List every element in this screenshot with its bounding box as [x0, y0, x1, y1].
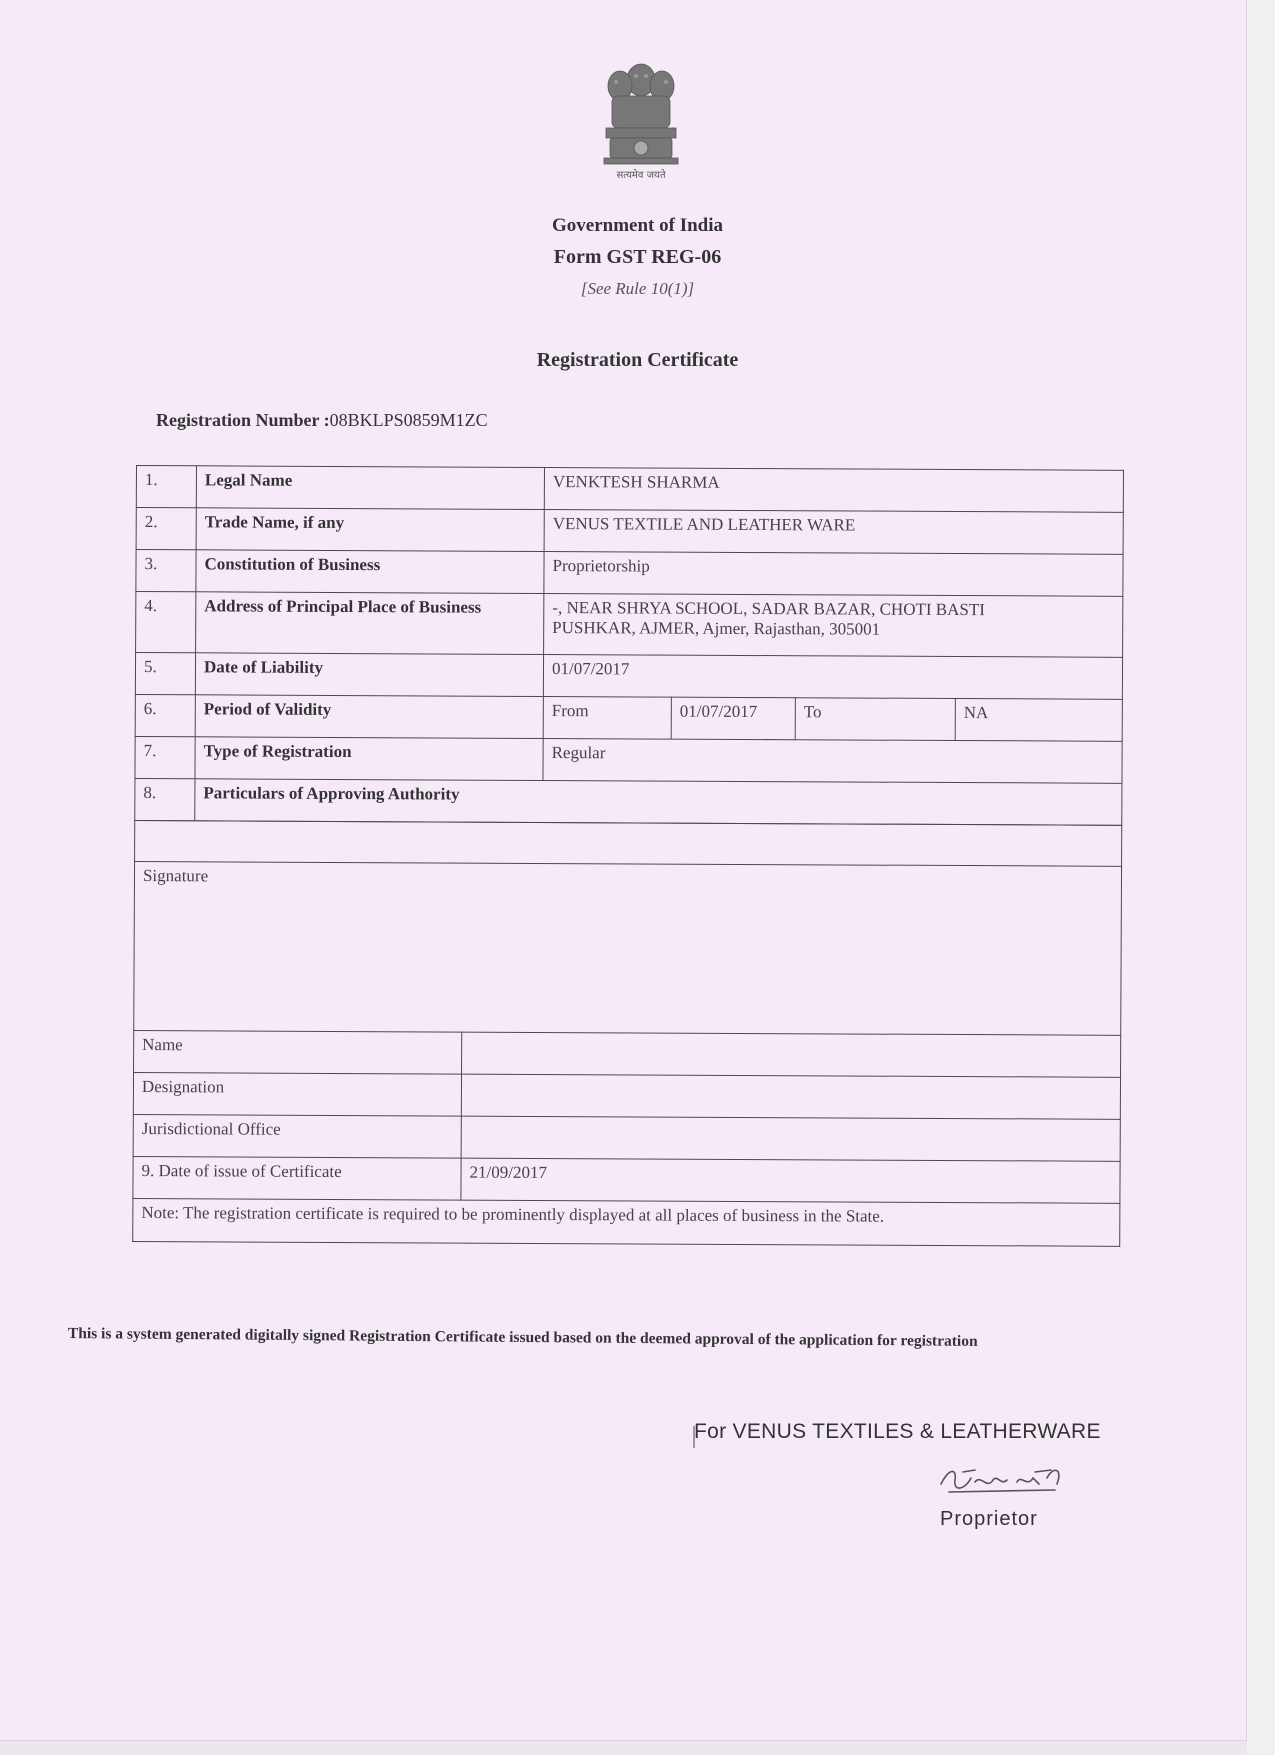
row-number: 1.: [136, 466, 196, 508]
row-number: 7.: [135, 736, 195, 778]
registration-number: [156, 410, 488, 431]
table-row: [136, 466, 1123, 513]
name-label: Name: [134, 1030, 462, 1074]
address-line-1: -, NEAR SHRYA SCHOOL, SADAR BAZAR, CHOTI BASTI: [552, 598, 985, 620]
jurisdictional-office-value: [461, 1116, 1120, 1161]
authority-table: [132, 820, 1122, 1247]
certificate-title: Registration Certificate: [536, 349, 739, 371]
company-stamp: For VENUS TEXTILES & LEATHERWARE: [694, 1420, 1101, 1443]
scan-bottom-edge: [0, 1740, 1247, 1755]
handwritten-signature: [935, 1460, 1075, 1502]
row-label: Particulars of Approving Authority: [195, 779, 1122, 826]
table-row: [136, 592, 1123, 658]
row-label: Address of Principal Place of Business: [196, 592, 544, 655]
row-label: Legal Name: [196, 466, 544, 510]
row-number: 4.: [136, 592, 196, 653]
designation-label: Designation: [133, 1072, 461, 1116]
table-row: [133, 1198, 1120, 1246]
signature-label: Signature: [134, 861, 1122, 1035]
table-row: [133, 1156, 1120, 1203]
row-label: Trade Name, if any: [196, 508, 544, 552]
trade-name-value: VENUS TEXTILE AND LEATHER WARE: [544, 509, 1123, 554]
issue-date-label: 9. Date of issue of Certificate: [133, 1156, 461, 1200]
legal-name-value: VENKTESH SHARMA: [544, 467, 1123, 512]
table-row: [135, 820, 1122, 866]
row-label: Period of Validity: [195, 695, 543, 739]
jurisdictional-office-label: Jurisdictional Office: [133, 1114, 461, 1158]
registration-number-value: 08BKLPS0859M1ZC: [329, 410, 488, 430]
display-note: Note: The registration certificate is required to be prominently displayed at all places of business in the State.: [133, 1198, 1120, 1246]
validity-to-label: To: [795, 698, 955, 741]
table-row: [135, 736, 1122, 783]
table-row: [136, 508, 1123, 555]
liability-date-value: 01/07/2017: [543, 654, 1122, 699]
name-value: [462, 1032, 1121, 1077]
table-row: [136, 550, 1123, 597]
row-number: 5.: [135, 653, 195, 695]
registration-type-value: Regular: [543, 738, 1122, 783]
table-row: [133, 1114, 1120, 1161]
constitution-value: Proprietorship: [544, 551, 1123, 596]
certificate-tables: [132, 465, 1124, 1247]
validity-from-value: 01/07/2017: [671, 697, 795, 740]
validity-from-label: From: [543, 696, 671, 739]
row-number: 3.: [136, 550, 196, 592]
blank-cell: [135, 820, 1122, 866]
address-value: [544, 593, 1123, 657]
row-label: Date of Liability: [195, 653, 543, 697]
rule-reference: [See Rule 10(1)]: [580, 279, 695, 298]
proprietor-label: Proprietor: [940, 1508, 1038, 1530]
table-row: [135, 778, 1122, 825]
table-row: [135, 653, 1122, 700]
table-row: [135, 694, 1122, 741]
government-heading: Government of India: [552, 215, 723, 236]
designation-value: [461, 1074, 1120, 1119]
row-label: Constitution of Business: [196, 550, 544, 594]
issue-date-value: 21/09/2017: [461, 1158, 1120, 1203]
row-label: Type of Registration: [195, 737, 543, 781]
table-row: [133, 1072, 1120, 1119]
form-heading: Form GST REG-06: [553, 246, 722, 268]
row-number: 6.: [135, 694, 195, 736]
details-table: [134, 465, 1124, 826]
table-row: [134, 1030, 1121, 1077]
validity-to-value: NA: [955, 699, 1122, 742]
emblem-motto: सत्यमेव जयते: [616, 170, 666, 181]
registration-number-label: Registration Number :: [156, 410, 330, 430]
row-number: 2.: [136, 508, 196, 550]
row-number: 8.: [135, 778, 195, 820]
table-row: [134, 861, 1122, 1035]
system-generated-disclaimer: This is a system generated digitally signed Registration Certificate issued based on the deemed approval of the application for registration: [67, 1324, 978, 1350]
national-emblem-icon: [598, 52, 684, 184]
address-line-2: PUSHKAR, AJMER, Ajmer, Rajasthan, 305001: [552, 618, 881, 639]
